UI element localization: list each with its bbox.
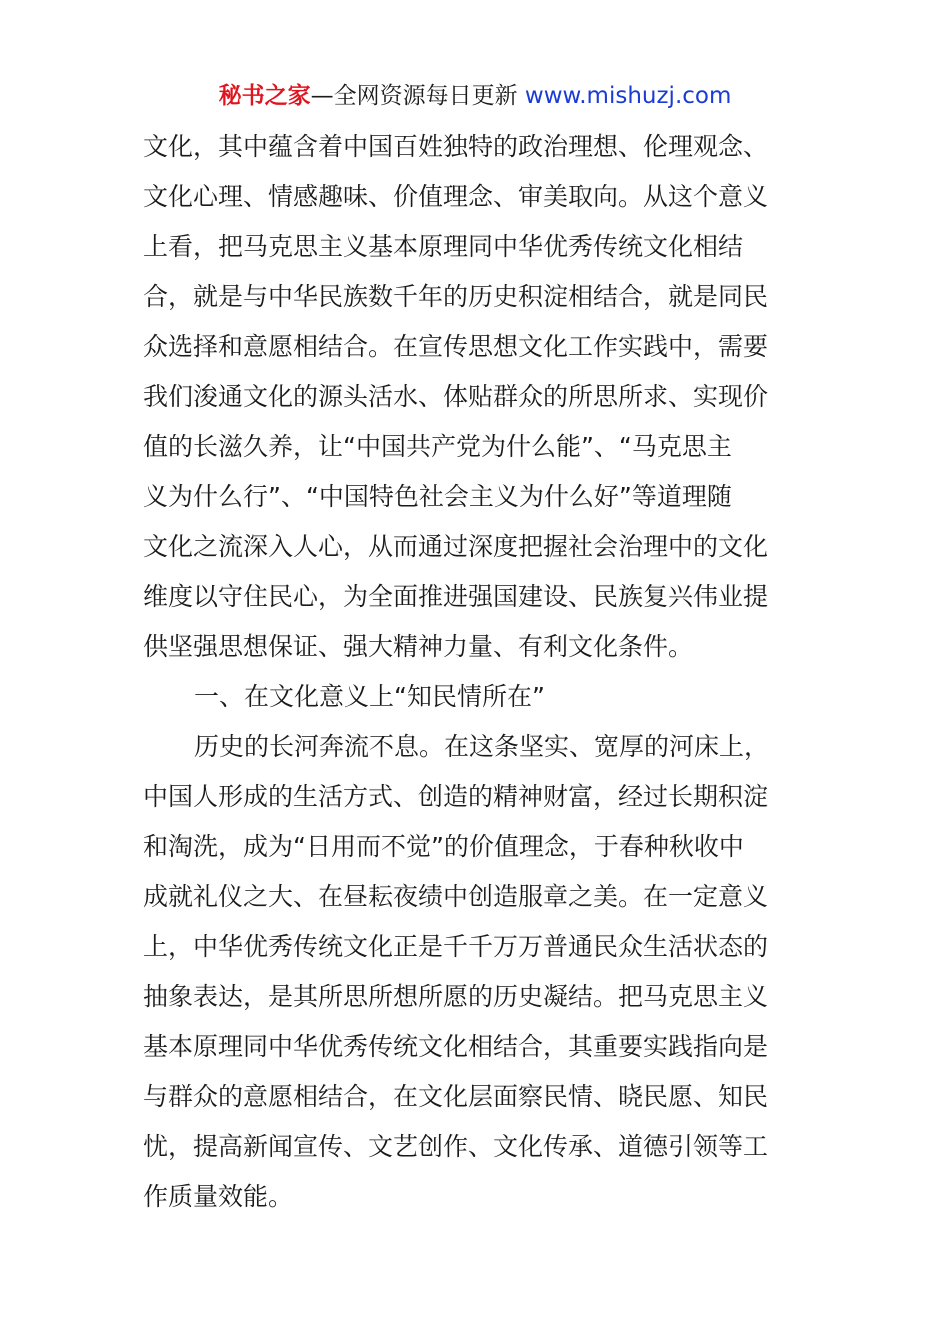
website-url: www.mishuzj.com xyxy=(524,83,732,109)
body-line: 文化心理、情感趣味、价值理念、审美取向。从这个意义 xyxy=(143,182,769,211)
section-heading: 一、在文化意义上“知民情所在” xyxy=(194,682,545,711)
brand-name: 秘书之家 xyxy=(218,83,311,109)
header-slogan: —全网资源每日更新 xyxy=(310,83,525,109)
body-line: 作质量效能。 xyxy=(143,1182,294,1211)
body-line: 值的长滋久养，让“中国共产党为什么能”、“马克思主 xyxy=(143,432,732,461)
body-line: 基本原理同中华优秀传统文化相结合，其重要实践指向是 xyxy=(143,1032,769,1061)
body-line: 成就礼仪之大、在昼耘夜绩中创造服章之美。在一定意义 xyxy=(143,882,769,911)
body-line: 维度以守住民心，为全面推进强国建设、民族复兴伟业提 xyxy=(143,582,769,611)
body-line: 众选择和意愿相结合。在宣传思想文化工作实践中，需要 xyxy=(143,332,769,361)
body-line: 抽象表达，是其所思所想所愿的历史凝结。把马克思主义 xyxy=(143,982,769,1011)
body-line: 合，就是与中华民族数千年的历史积淀相结合，就是同民 xyxy=(143,282,769,311)
body-line: 中国人形成的生活方式、创造的精神财富，经过长期积淀 xyxy=(143,782,769,811)
body-line: 忧，提高新闻宣传、文艺创作、文化传承、道德引领等工 xyxy=(143,1132,769,1161)
body-line: 义为什么行”、“中国特色社会主义为什么好”等道理随 xyxy=(143,482,732,511)
paragraph-first-line: 历史的长河奔流不息。在这条坚实、宽厚的河床上， xyxy=(194,732,770,761)
document-body xyxy=(143,122,809,1222)
body-line: 我们浚通文化的源头活水、体贴群众的所思所求、实现价 xyxy=(143,382,769,411)
body-line: 文化之流深入人心，从而通过深度把握社会治理中的文化 xyxy=(143,532,769,561)
body-line: 供坚强思想保证、强大精神力量、有利文化条件。 xyxy=(143,632,694,661)
body-line: 上看，把马克思主义基本原理同中华优秀传统文化相结 xyxy=(143,232,744,261)
body-line: 文化，其中蕴含着中国百姓独特的政治理想、伦理观念、 xyxy=(143,132,769,161)
body-line: 和淘洗，成为“日用而不觉”的价值理念，于春种秋收中 xyxy=(143,832,744,861)
body-line: 上，中华优秀传统文化正是千千万万普通民众生活状态的 xyxy=(143,932,769,961)
body-line: 与群众的意愿相结合，在文化层面察民情、晓民愿、知民 xyxy=(143,1082,769,1111)
page-header xyxy=(0,80,950,112)
